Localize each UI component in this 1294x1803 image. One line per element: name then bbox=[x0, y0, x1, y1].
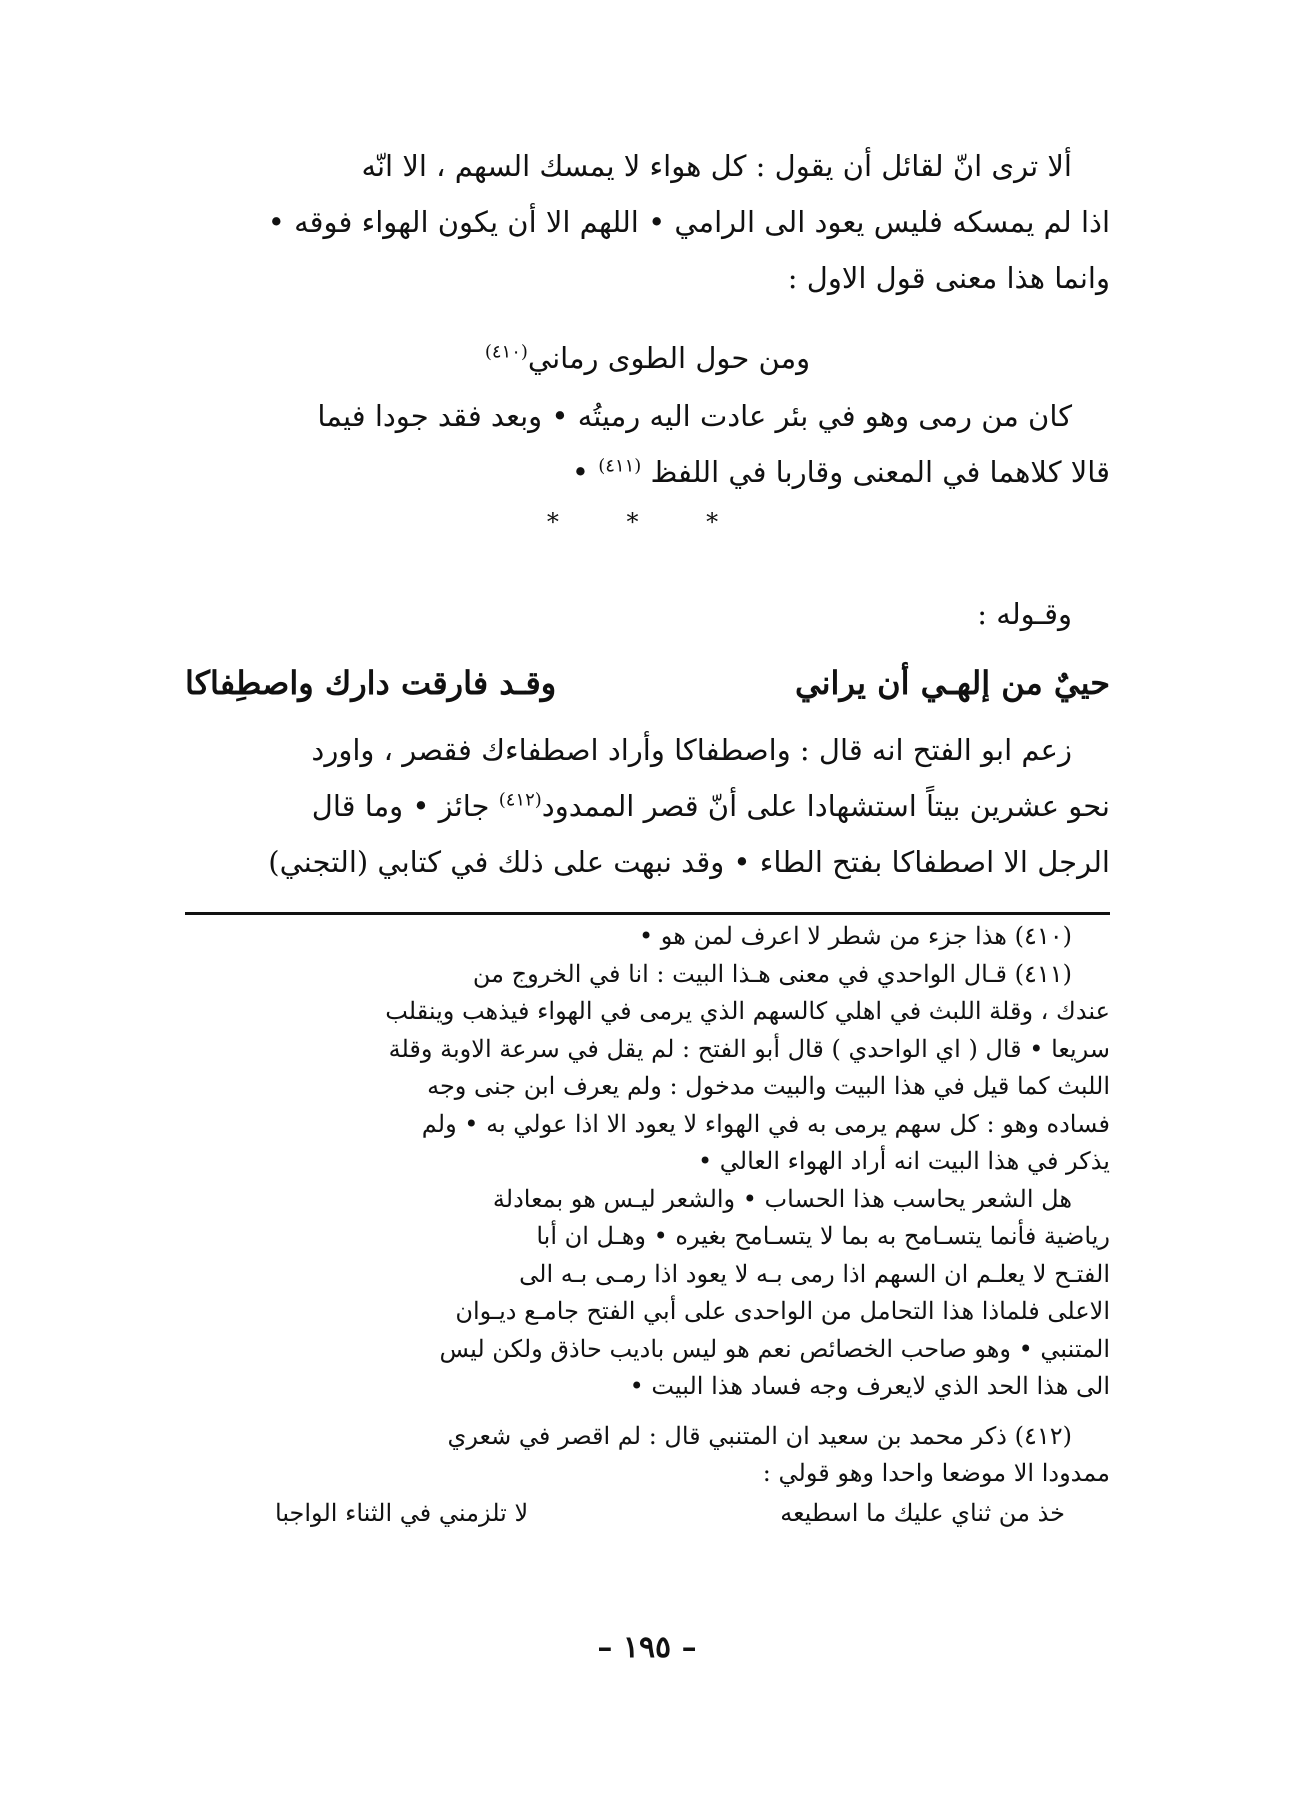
footnote-line: المتنبي • وهو صاحب الخصائص نعم هو ليس باديب حاذق ولكن ليس bbox=[439, 1334, 1110, 1363]
section-separator: * * * bbox=[546, 508, 749, 536]
text-line: الرجل الا اصطفاكا بفتح الطاء • وقد نبهت على ذلك في كتابي (التجني) bbox=[268, 845, 1110, 879]
poem-verse bbox=[185, 655, 1110, 711]
quoted-hemistich bbox=[185, 330, 1110, 386]
footnote-ref-410: (٤١٠) bbox=[484, 341, 528, 363]
verse-second-hemistich: وقـد فارقت دارك واصطِفاكا bbox=[185, 664, 557, 702]
footnote-line: يذكر في هذا البيت انه أراد الهواء العالي • bbox=[698, 1147, 1110, 1175]
text-line: وانما هذا معنى قول الاول : bbox=[787, 261, 1110, 295]
footnote-verse-second-hemistich: لا تلزمني في الثناء الواجبا bbox=[275, 1498, 529, 1527]
verse-intro bbox=[185, 586, 1110, 642]
text-line bbox=[185, 778, 1110, 834]
quote-line bbox=[185, 330, 1110, 386]
text-line bbox=[185, 444, 1110, 500]
footnote-ref-411: (٤١١) bbox=[598, 455, 642, 477]
footnote-line: ممدودا الا موضعا واحدا وهو قولي : bbox=[762, 1459, 1110, 1487]
verse-first-hemistich: حييٌ من إلهـي أن يراني bbox=[794, 664, 1110, 702]
footnote-411-commentary bbox=[185, 1181, 1110, 1406]
page-number: – ١٩٥ – bbox=[597, 1630, 697, 1665]
text-line: زعم ابو الفتح انه قال : واصطفاكا وأراد اصطفاءك فقصر ، واورد bbox=[311, 733, 1072, 767]
footnote-line: اللبث كما قيل في هذا البيت والبيت مدخول : ولم يعرف ابن جنى وجه bbox=[427, 1072, 1110, 1100]
paragraph-1 bbox=[185, 138, 1110, 306]
text-line: اذا لم يمسكه فليس يعود الى الرامي • اللهم الا أن يكون الهواء فوقه • bbox=[267, 205, 1110, 239]
footnote-412 bbox=[185, 1418, 1110, 1533]
footnote-410: (٤١٠) هذا جزء من شطر لا اعرف لمن هو • bbox=[639, 922, 1072, 950]
text-line: كان من رمى وهو في بئر عادت اليه رميتُه • وبعد فقد جودا فيما bbox=[317, 399, 1072, 433]
quote-text: ومن حول الطوى رماني bbox=[527, 341, 811, 375]
footnote-line: (٤١٢) ذكر محمد بن سعيد ان المتنبي قال : لم اقصر في شعري bbox=[447, 1421, 1072, 1450]
footnote-verse bbox=[185, 1493, 1110, 1533]
footnote-411 bbox=[185, 956, 1110, 1181]
footnote-line: الى هذا الحد الذي لايعرف وجه فساد هذا البيت • bbox=[629, 1372, 1110, 1400]
footnote-line: هل الشعر يحاسب هذا الحساب • والشعر ليـس هو بمعادلة bbox=[492, 1184, 1072, 1213]
paragraph-2 bbox=[185, 388, 1110, 500]
footnote-line: رياضية فأنما يتسـامح به بما لا يتسـامح بغيره • وهـل ان أبا bbox=[536, 1222, 1110, 1250]
footnotes bbox=[185, 918, 1110, 1533]
footnote-line: سريعا • قال ( اي الواحدي ) قال أبو الفتح : لم يقل في سرعة الاوبة وقلة bbox=[388, 1034, 1110, 1063]
footnote-line: الفتـح لا يعلـم ان السهم اذا رمى بـه لا يعود اذا رمـى بـه الى bbox=[519, 1259, 1110, 1288]
intro-text: وقـوله : bbox=[977, 597, 1072, 631]
text-fragment: • bbox=[571, 455, 589, 489]
footnote-ref-412: (٤١٢) bbox=[498, 789, 542, 811]
text-line: ألا ترى انّ لقائل أن يقول : كل هواء لا يمسك السهم ، الا انّه bbox=[361, 149, 1072, 183]
text-fragment: نحو عشرين بيتاً استشهادا على أنّ قصر الممدود bbox=[541, 789, 1110, 823]
text-fragment: جائز • وما قال bbox=[311, 789, 490, 823]
footnote-line: عندك ، وقلة اللبث في اهلي كالسهم الذي يرمى في الهواء فيذهب وينقلب bbox=[385, 997, 1110, 1025]
paragraph-3 bbox=[185, 722, 1110, 890]
footnote-divider bbox=[185, 912, 1110, 915]
footnote-line: الاعلى فلماذا هذا التحامل من الواحدى على أبي الفتح جامـع ديـوان bbox=[455, 1297, 1110, 1325]
footnote-gap bbox=[185, 1406, 1110, 1418]
text-fragment: قالا كلاهما في المعنى وقاربا في اللفظ bbox=[650, 455, 1110, 489]
footnote-line: (٤١١) قـال الواحدي في معنى هـذا البيت : انا في الخروج من bbox=[472, 959, 1072, 988]
footnote-verse-first-hemistich: خذ من ثناي عليك ما اسطيعه bbox=[780, 1498, 1065, 1527]
footnote-line: فساده وهو : كل سهم يرمى به في الهواء لا يعود الا اذا عولي به • ولم bbox=[421, 1109, 1110, 1138]
